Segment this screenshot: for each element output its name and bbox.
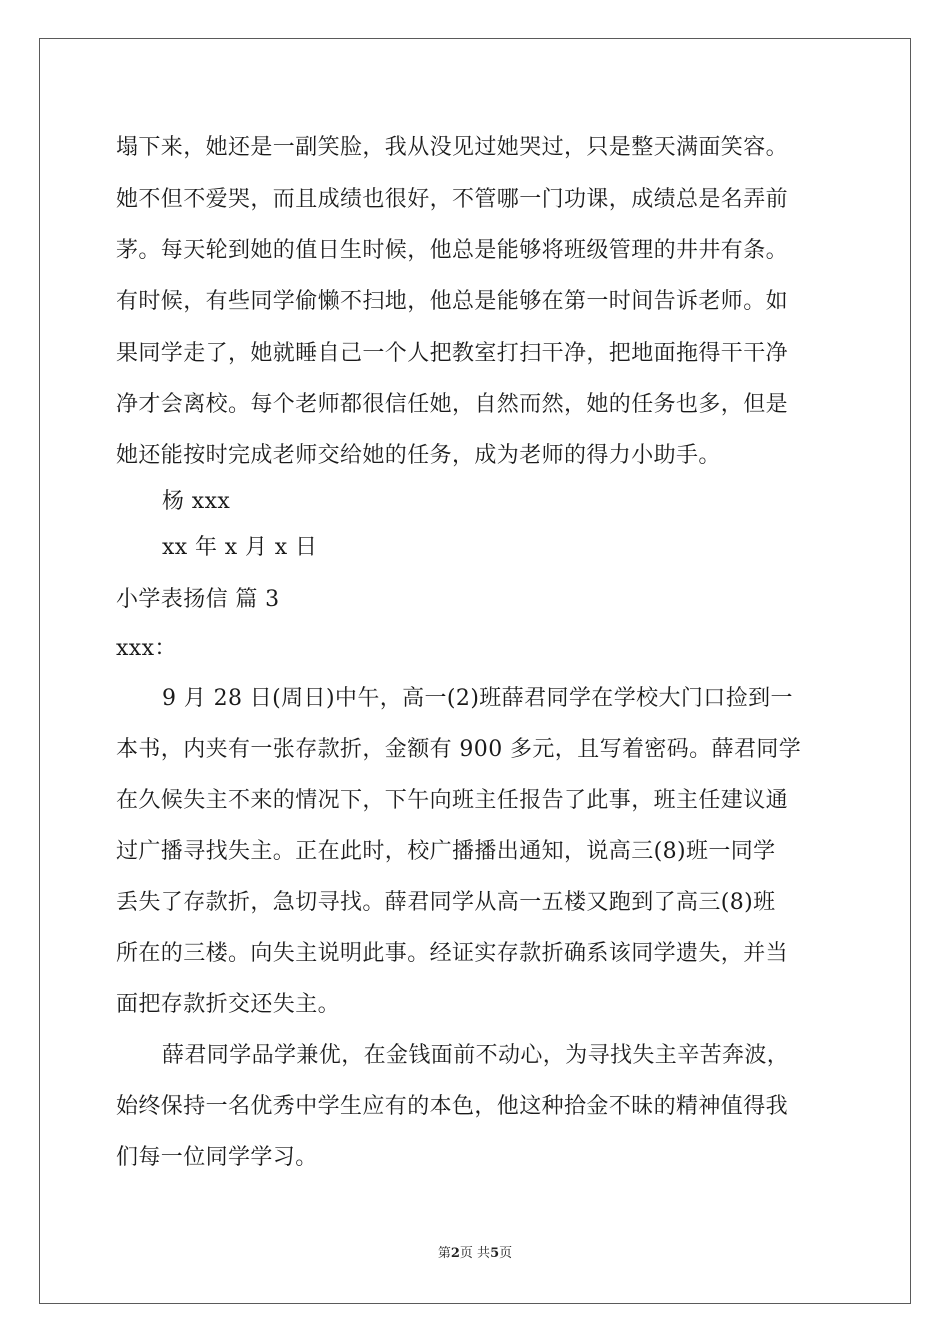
body-line: 始终保持一名优秀中学生应有的本色，他这种拾金不昧的精神值得我 xyxy=(116,1094,789,1119)
body-line: 茅。每天轮到她的值日生时候，他总是能够将班级管理的井井有条。 xyxy=(116,238,789,263)
body-line: 过广播寻找失主。正在此时，校广播播出通知，说高三(8)班一同学 xyxy=(116,839,776,864)
signature-date: xx 年 x 月 x 日 xyxy=(162,535,318,560)
body-line: 面把存款折交还失主。 xyxy=(116,992,341,1017)
body-line: 9 月 28 日(周日)中午，高一(2)班薛君同学在学校大门口捡到一 xyxy=(162,686,793,711)
footer-page-suffix: 页 xyxy=(499,1246,513,1261)
body-line: 薛君同学品学兼优，在金钱面前不动心，为寻找失主辛苦奔波， xyxy=(162,1043,790,1068)
body-line: 本书，内夹有一张存款折，金额有 900 多元，且写着密码。薛君同学 xyxy=(116,737,802,762)
footer-page-prefix: 第 xyxy=(437,1246,451,1261)
footer-page-total: 5 xyxy=(490,1246,500,1261)
body-line: 所在的三楼。向失主说明此事。经证实存款折确系该同学遗失，并当 xyxy=(116,941,789,966)
section-heading: 小学表扬信 篇 3 xyxy=(116,587,280,612)
body-line: 在久候失主不来的情况下，下午向班主任报告了此事，班主任建议通 xyxy=(116,788,789,813)
body-line: 净才会离校。每个老师都很信任她，自然而然，她的任务也多，但是 xyxy=(116,392,789,417)
body-line: 她还能按时完成老师交给她的任务，成为老师的得力小助手。 xyxy=(116,443,721,468)
body-line: 们每一位同学学习。 xyxy=(116,1145,318,1170)
footer-page-current: 2 xyxy=(450,1246,460,1261)
body-line: 果同学走了，她就睡自己一个人把教室打扫干净，把地面拖得干干净 xyxy=(116,341,789,366)
signature-name: 杨 xxx xyxy=(162,489,231,514)
salutation: xxx： xyxy=(116,636,177,661)
body-line: 有时候，有些同学偷懒不扫地，他总是能够在第一时间告诉老师。如 xyxy=(116,289,789,314)
body-line: 她不但不爱哭，而且成绩也很好，不管哪一门功课，成绩总是名弄前 xyxy=(116,187,789,212)
page-footer xyxy=(0,1246,950,1262)
body-line: 丢失了存款折，急切寻找。薛君同学从高一五楼又跑到了高三(8)班 xyxy=(116,890,776,915)
body-line: 塌下来，她还是一副笑脸，我从没见过她哭过，只是整天满面笑容。 xyxy=(116,135,789,160)
footer-page-mid: 页 共 xyxy=(459,1246,491,1261)
